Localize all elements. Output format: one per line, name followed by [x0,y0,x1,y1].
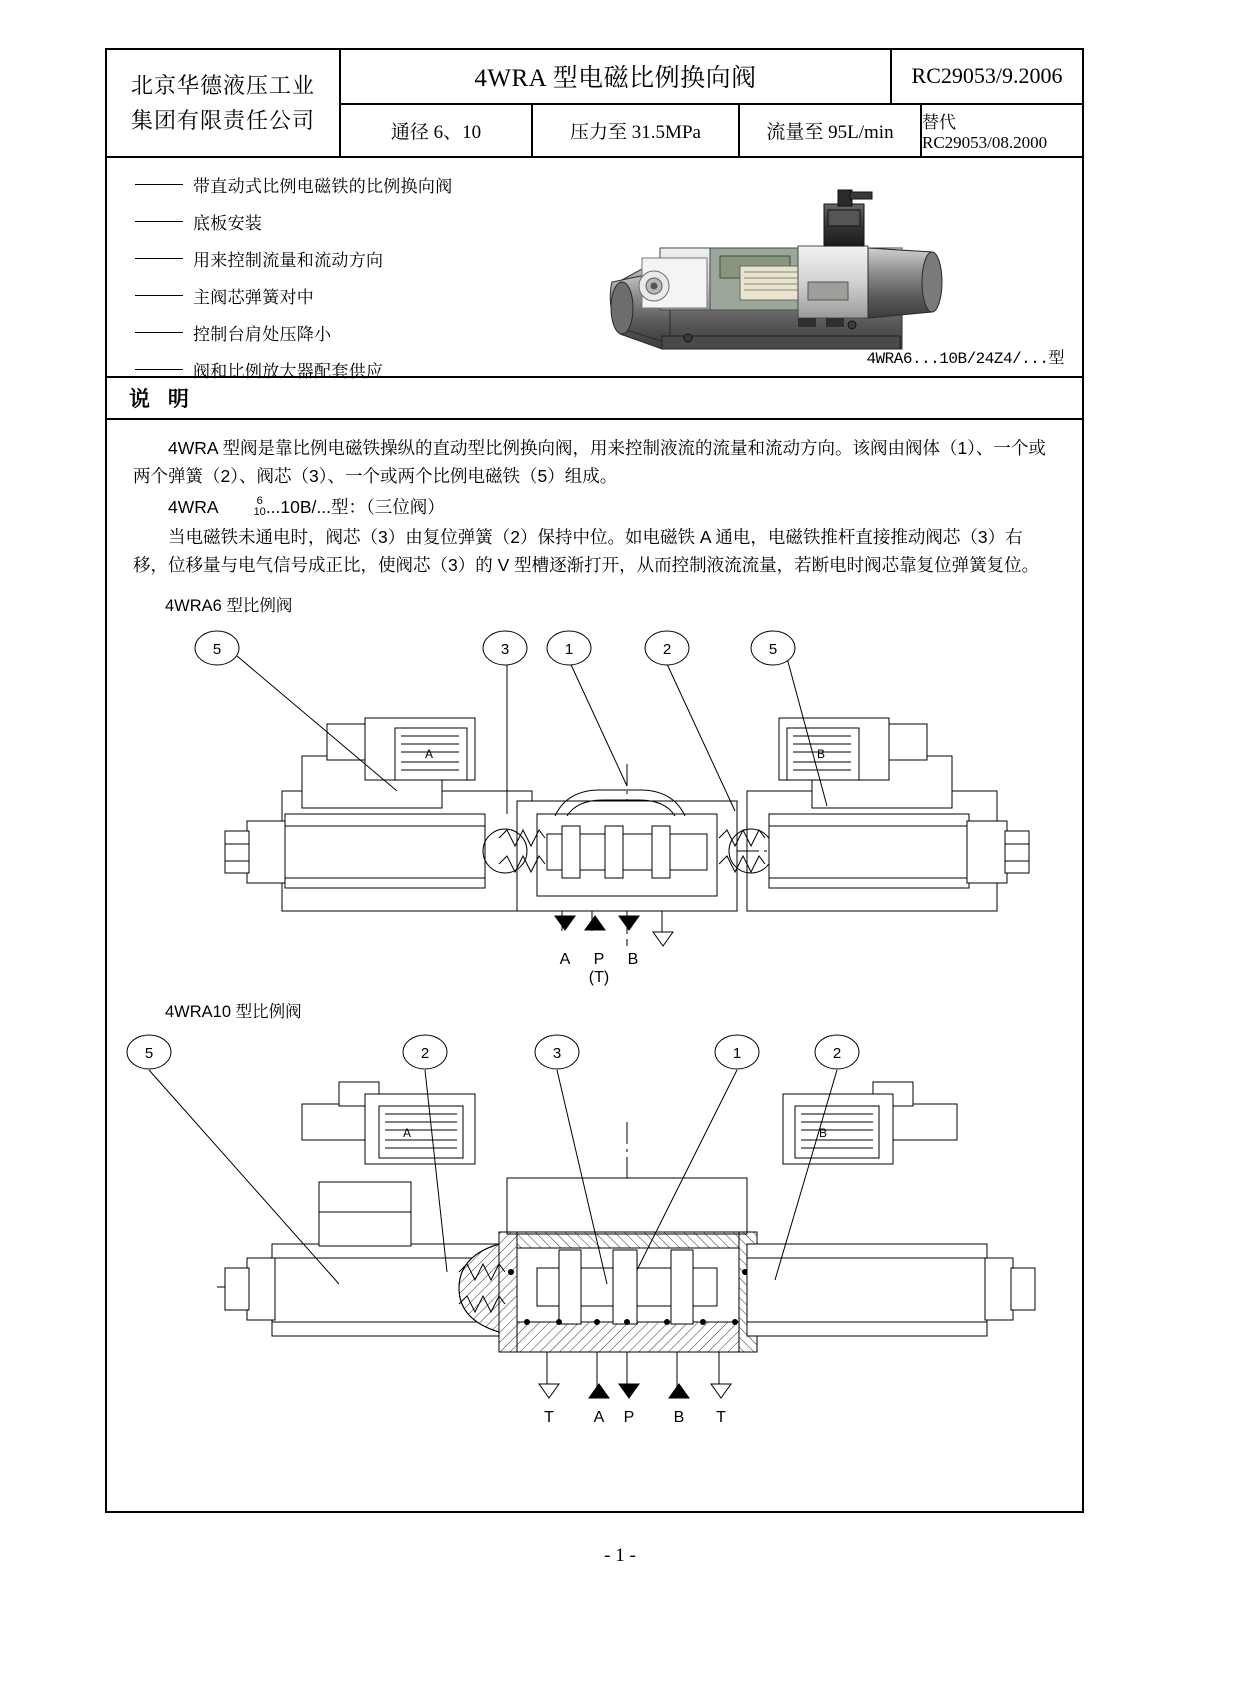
callout-text: 1 [732,1044,742,1062]
figure2-label: 4WRA10 型比例阀 [165,1002,302,1021]
figure2-coil-label-b: B [819,1125,828,1140]
svg-text:P: P [593,950,605,968]
svg-text:(T): (T) [588,968,610,986]
list-item [135,172,557,197]
svg-text:T: T [544,1408,554,1426]
callout-text: 2 [662,640,672,658]
spec-replaces: 替代 RC29053/08.2000 [922,112,1048,152]
figure1-coil-label-b: B [817,746,826,761]
figure1-coil-label-a: A [425,746,434,761]
figure1-drawing [107,616,1086,986]
callout-text: 5 [768,640,778,658]
figure2-coil-label-a: A [403,1125,412,1140]
figure2-port-labels [544,1409,726,1426]
header-title-row [341,50,1082,105]
header-table [107,50,1082,158]
figure1-label: 4WRA6 型比例阀 [165,596,293,615]
callout-text: 3 [500,640,510,658]
header-spec-row [341,105,1082,156]
svg-text:A: A [559,950,571,968]
spec-flow: 流量至 95L/min [740,105,922,156]
list-item [135,357,557,382]
svg-text:B: B [673,1408,685,1426]
dash-icon [135,295,183,296]
feature-text: 带直动式比例电磁铁的比例换向阀 [193,177,453,196]
list-item [135,246,557,271]
list-item [135,209,557,234]
figure1 [107,616,1082,986]
dash-icon [135,221,183,222]
feature-text: 底板安装 [193,214,263,233]
paragraph-1: 4WRA 型阀是靠比例电磁铁操纵的直动型比例换向阀，用来控制液流的流量和流动方向。该阀由阀体（1）、一个或两个弹簧（2）、阀芯（3）、一个或两个比例电磁铁（5）组成。 [133,438,1046,487]
photo-caption: 4WRA6...10B/24Z4/...型 [866,350,1064,368]
dash-icon [135,332,183,333]
list-item [135,283,557,308]
svg-text:T: T [716,1408,726,1426]
model-sub: 10 [253,506,266,519]
feature-text: 阀和比例放大器配套供应 [193,362,384,381]
document-page [105,48,1084,1513]
company-line-2: 集团有限责任公司 [130,108,315,133]
feature-text: 控制台肩处压降小 [193,325,332,344]
model-prefix: 4WRA [168,496,219,517]
model-sup: 6 [256,495,263,508]
svg-text:P: P [623,1408,635,1426]
svg-text:B: B [627,950,639,968]
document-title: 4WRA 型电磁比例换向阀 [474,65,757,93]
description-text [107,420,1082,580]
feature-text: 主阀芯弹簧对中 [193,288,315,307]
spec-pressure: 压力至 31.5MPa [533,105,740,156]
section-title: 说 明 [107,378,1082,420]
paragraph-2 [133,493,1056,521]
paragraph-3: 当电磁铁未通电时，阀芯（3）由复位弹簧（2）保持中位。如电磁铁 A 通电，电磁铁推杆直接推动阀芯（3）右移，位移量与电气信号成正比，使阀芯（3）的 V 型槽逐渐打开，从而控制液流流量，若断电时阀芯靠复位弹簧复位。 [133,527,1040,576]
spec-size: 通径 6、10 [341,105,533,156]
list-item [135,320,557,345]
page-number: - 1 - [604,1545,636,1566]
document-code: RC29053/9.2006 [890,50,1082,103]
product-photo-area [557,158,1082,376]
callout-text: 5 [144,1044,154,1062]
callout-text: 1 [564,640,574,658]
feature-text: 用来控制流量和流动方向 [193,251,384,270]
model-fraction [219,496,266,518]
features-and-photo [107,158,1082,381]
figure2 [107,1022,1082,1462]
callout-text: 2 [420,1044,430,1062]
feature-list [107,158,557,381]
figure1-port-labels [560,951,639,986]
company-line-1: 北京华德液压工业 [130,72,315,98]
callout-text: 5 [212,640,222,658]
svg-text:A: A [593,1408,605,1426]
callout-text: 2 [832,1044,842,1062]
company-name [107,50,341,156]
valve-photo [602,186,992,361]
model-suffix: ...10B/...型：（三位阀） [265,496,445,517]
dash-icon [135,258,183,259]
callout-text: 3 [552,1044,562,1062]
dash-icon [135,369,183,370]
figure2-drawing [107,1022,1086,1462]
dash-icon [135,184,183,185]
header-right [341,50,1082,156]
